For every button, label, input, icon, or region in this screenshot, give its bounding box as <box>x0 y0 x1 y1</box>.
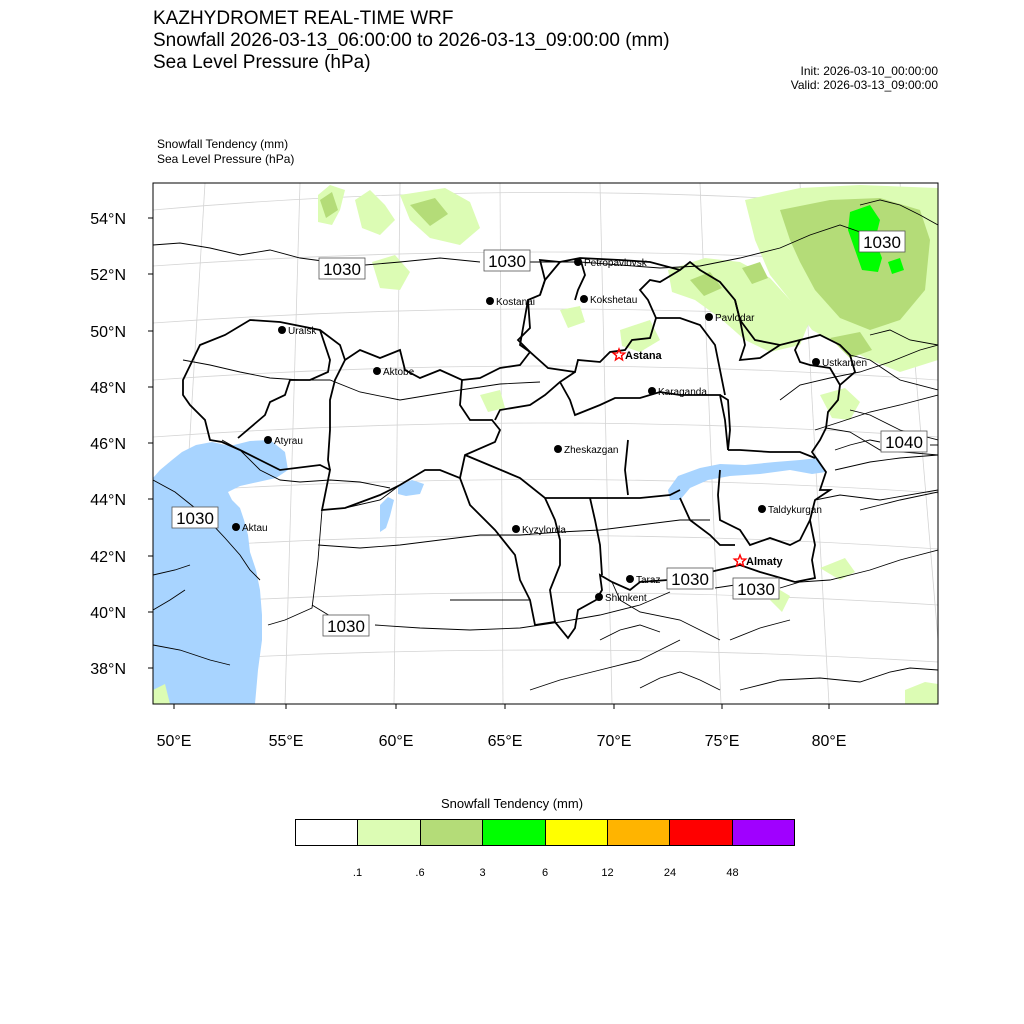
city-label: Taraz <box>636 575 661 586</box>
city-dot-icon <box>264 436 272 444</box>
city-label: Aktobe <box>383 367 415 378</box>
init-time: Init: 2026-03-10_00:00:00 <box>800 64 938 78</box>
city-petropavlovsk <box>574 258 648 269</box>
colorbar <box>295 819 795 846</box>
lon-label: 80°E <box>811 733 847 750</box>
city-label: Taldykurgan <box>768 505 822 516</box>
colorbar-swatch <box>670 820 732 845</box>
field-pressure-label: Sea Level Pressure (hPa) <box>157 152 295 166</box>
isobar-label: 1030 <box>863 233 901 252</box>
city-dot-icon <box>580 295 588 303</box>
city-dot-icon <box>554 445 562 453</box>
city-dot-icon <box>373 367 381 375</box>
map-subtitle-snowfall: Snowfall 2026-03-13_06:00:00 to 2026-03-13_09:00:00 (mm) <box>153 30 670 51</box>
colorbar-label: 3 <box>479 867 486 879</box>
city-dot-icon <box>705 313 713 321</box>
lat-label: 54°N <box>90 211 126 228</box>
city-label: Astana <box>625 350 662 362</box>
colorbar-swatch <box>483 820 545 845</box>
isobar-label: 1030 <box>327 617 365 636</box>
city-dot-icon <box>278 326 286 334</box>
lon-label: 70°E <box>596 733 632 750</box>
lon-label: 60°E <box>378 733 414 750</box>
city-label: Atyrau <box>274 436 303 447</box>
colorbar-swatch <box>421 820 483 845</box>
lat-label: 52°N <box>90 267 126 284</box>
city-dot-icon <box>232 523 240 531</box>
colorbar-label: 24 <box>663 867 677 879</box>
colorbar-title: Snowfall Tendency (mm) <box>440 796 584 811</box>
lat-label: 46°N <box>90 436 126 453</box>
map-title: KAZHYDROMET REAL-TIME WRF <box>153 8 454 29</box>
lat-label: 48°N <box>90 380 126 397</box>
city-label: Kyzylorda <box>522 525 566 536</box>
colorbar-label: .6 <box>415 867 425 879</box>
isobar-label: 1040 <box>885 433 923 452</box>
city-label: Zheskazgan <box>564 445 619 456</box>
colorbar-swatch <box>296 820 358 845</box>
city-dot-icon <box>812 358 820 366</box>
lat-label: 40°N <box>90 605 126 622</box>
lat-label: 38°N <box>90 661 126 678</box>
city-label: Karaganda <box>658 387 707 398</box>
isobar-label: 1030 <box>323 260 361 279</box>
city-label: Kokshetau <box>590 295 638 306</box>
colorbar-swatch <box>608 820 670 845</box>
lon-label: 75°E <box>704 733 740 750</box>
colorbar-label: 6 <box>541 867 549 879</box>
lon-label: 65°E <box>487 733 523 750</box>
city-label: Ustkamen <box>822 358 868 369</box>
city-dot-icon <box>595 593 603 601</box>
city-dot-icon <box>574 258 582 266</box>
isobar-label: 1030 <box>671 570 709 589</box>
city-label: Shimkent <box>605 593 647 604</box>
colorbar-swatch <box>358 820 420 845</box>
field-snowfall-label: Snowfall Tendency (mm) <box>157 137 289 151</box>
map-subtitle-pressure: Sea Level Pressure (hPa) <box>153 52 371 73</box>
colorbar-label: 48 <box>726 867 739 879</box>
city-label: Almaty <box>746 556 783 568</box>
city-dot-icon <box>486 297 494 305</box>
lon-label: 50°E <box>156 733 192 750</box>
city-label: Kostanai <box>496 297 535 308</box>
lat-label: 50°N <box>90 324 126 341</box>
colorbar-swatch <box>546 820 608 845</box>
colorbar-label: 12 <box>601 867 614 879</box>
city-label: Aktau <box>242 523 268 534</box>
lon-label: 55°E <box>268 733 304 750</box>
city-zheskazgan <box>554 445 618 456</box>
isobar-label: 1030 <box>737 580 775 599</box>
valid-time: Valid: 2026-03-13_09:00:00 <box>790 78 938 92</box>
city-label: Pavlodar <box>715 313 755 324</box>
lat-label: 42°N <box>90 549 126 566</box>
isobar-label: 1030 <box>488 252 526 271</box>
city-label: Petropavlovsk <box>584 258 647 269</box>
city-taldykurgan <box>758 505 822 516</box>
lat-label: 44°N <box>90 492 126 509</box>
isobar-label: 1030 <box>176 509 214 528</box>
longitude-labels <box>157 704 847 750</box>
colorbar-label: .1 <box>352 867 363 879</box>
latitude-labels <box>90 211 153 678</box>
colorbar-swatch <box>733 820 794 845</box>
city-dot-icon <box>758 505 766 513</box>
city-dot-icon <box>626 575 634 583</box>
city-dot-icon <box>512 525 520 533</box>
city-dot-icon <box>648 387 656 395</box>
city-label: Uralsk <box>288 326 317 337</box>
